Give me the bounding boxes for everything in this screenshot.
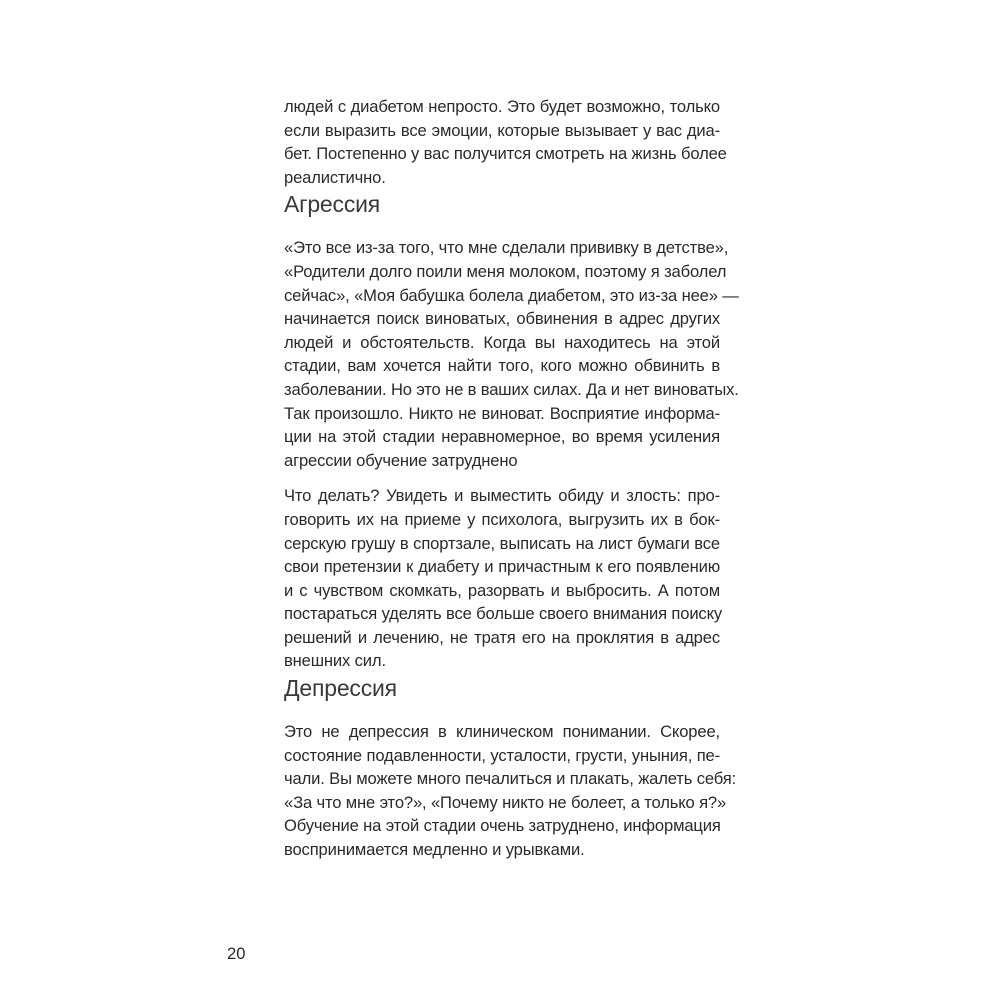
text-line: внешних сил.	[284, 651, 386, 671]
text-line: и с чувством скомкать, разорвать и выбросить. А потом	[284, 580, 720, 600]
text-line: людей и обстоятельств. Когда вы находитесь на этой	[284, 332, 720, 352]
text-line: заболевании. Но это не в ваших силах. Да и нет виноватых.	[284, 379, 739, 399]
text-line: Обучение на этой стадии очень затруднено, информация	[284, 816, 721, 836]
text-line: состояние подавленности, усталости, грусти, уныния, пе-	[284, 745, 720, 765]
section-heading-aggression: Агрессия	[284, 191, 381, 218]
text-line: чали. Вы можете много печалиться и плакать, жалеть себя:	[284, 769, 737, 789]
paragraph-depression-1	[284, 720, 737, 862]
text-line: сейчас», «Моя бабушка болела диабетом, это из-за нее» —	[284, 285, 739, 305]
text-line: «Это все из-за того, что мне сделали прививку в детстве»,	[284, 238, 729, 258]
text-line: «Родители долго поили меня молоком, поэтому я заболел	[284, 261, 727, 281]
text-line: стадии, вам хочется найти того, кого можно обвинить в	[284, 356, 720, 376]
text-line: ции на этой стадии неравномерное, во время усиления	[284, 427, 720, 447]
text-line: если выразить все эмоции, которые вызывает у вас диа-	[284, 120, 720, 140]
paragraph-aggression-2	[284, 484, 723, 673]
text-line: «За что мне это?», «Почему никто не болеет, а только я?»	[284, 792, 727, 812]
paragraph-intro	[284, 95, 727, 189]
text-line: постараться уделять все больше своего внимания поиску	[284, 604, 723, 624]
text-line: решений и лечению, не тратя его на проклятия в адрес	[284, 627, 720, 647]
text-line: воспринимается медленно и урывками.	[284, 840, 585, 860]
text-line: Так произошло. Никто не виноват. Восприятие информа-	[284, 403, 720, 423]
text-line: свои претензии к диабету и причастным к его появлению	[284, 557, 720, 577]
paragraph-aggression-1	[284, 236, 739, 472]
section-heading-depression: Депрессия	[284, 675, 397, 702]
text-column	[284, 95, 739, 862]
text-line: людей с диабетом непросто. Это будет возможно, только	[284, 97, 720, 116]
text-line: агрессии обучение затруднено	[284, 450, 518, 470]
page-number: 20	[227, 944, 246, 963]
text-line: Что делать? Увидеть и выместить обиду и злость: про-	[284, 486, 720, 506]
text-line: Это не депрессия в клиническом понимании. Скорее,	[284, 722, 720, 742]
text-line: бет. Постепенно у вас получится смотреть на жизнь более	[284, 144, 727, 164]
text-line: реалистично.	[284, 167, 386, 187]
text-line: говорить их на приеме у психолога, выгрузить их в бок-	[284, 509, 720, 529]
text-line: серскую грушу в спортзале, выписать на лист бумаги все	[284, 533, 720, 553]
text-line: начинается поиск виноватых, обвинения в адрес других	[284, 309, 720, 329]
